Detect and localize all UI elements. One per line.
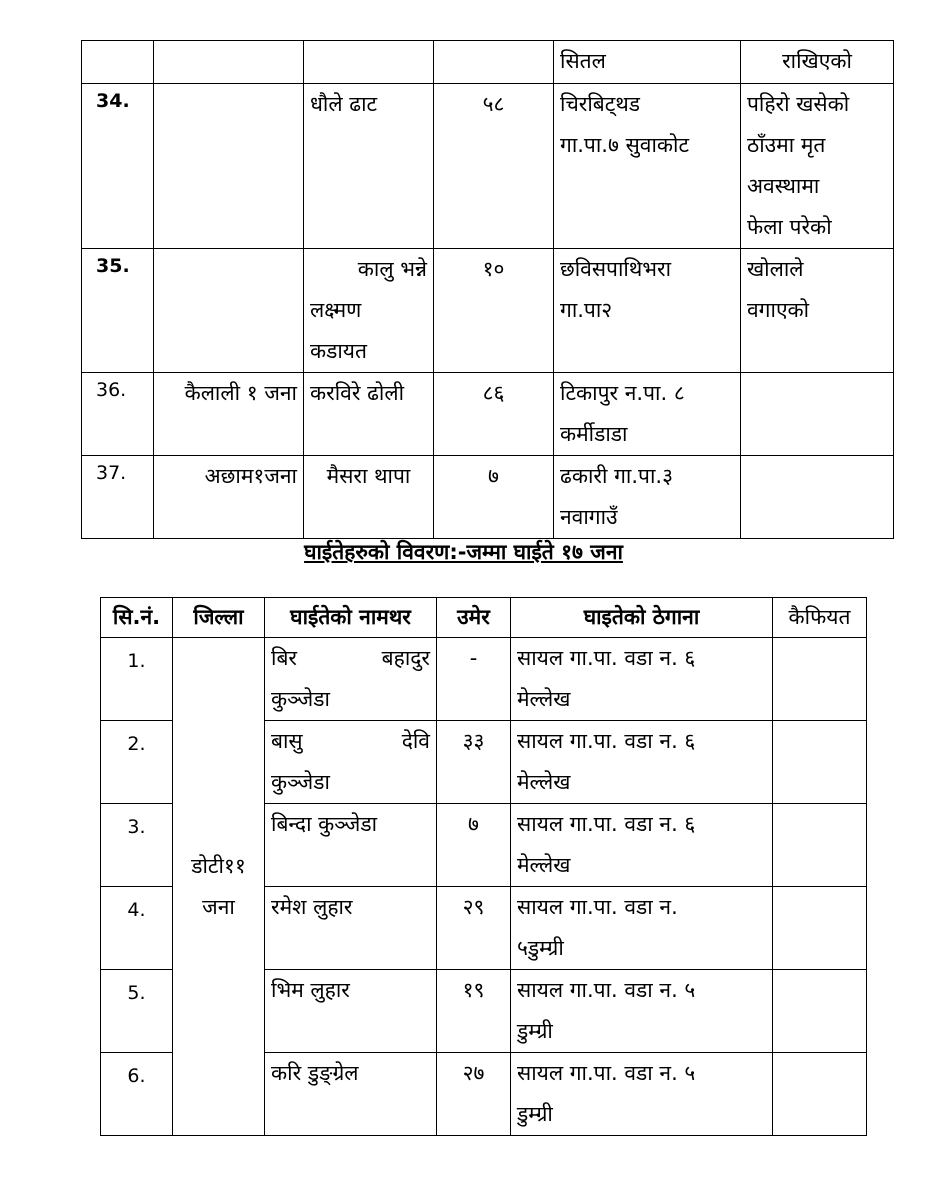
address-line: सायल गा.पा. वडा न. ६ <box>517 646 696 670</box>
remarks-line: पहिरो खसेको <box>747 92 850 116</box>
name-line: कडायत <box>310 339 367 363</box>
table-row <box>82 456 894 539</box>
cell-age: ५८ <box>434 84 554 249</box>
header-remarks: कैफियत <box>773 598 867 638</box>
cell-address <box>511 1053 773 1136</box>
cell-address <box>554 373 741 456</box>
cell-age: १० <box>434 249 554 373</box>
address-line: कर्मीडाडा <box>560 422 628 446</box>
cell-name: धौले ढाट <box>304 84 434 249</box>
cell-address <box>554 456 741 539</box>
remarks-line: अवस्थामा <box>747 174 820 198</box>
cell-age: ७ <box>437 804 511 887</box>
injured-section-heading: घाईतेहरुको विवरण:-जम्मा घाईते १७ जना <box>304 540 623 564</box>
cell-age: ८६ <box>434 373 554 456</box>
address-line: सायल गा.पा. वडा न. ६ <box>517 812 696 836</box>
address-line: सायल गा.पा. वडा न. ५ <box>517 1061 696 1085</box>
cell-age: १९ <box>437 970 511 1053</box>
cell-district <box>154 84 304 249</box>
cell-sn: 1. <box>101 638 173 721</box>
address-line: टिकापुर न.पा. ८ <box>560 381 685 405</box>
cell-name: करि डुङ्ग्रेल <box>265 1053 437 1136</box>
remarks-line: फेला परेको <box>747 215 832 239</box>
address-line: छविसपाथिभरा <box>560 257 672 281</box>
address-line: चिरबिट्थड <box>560 92 641 116</box>
address-line: ५डुम्ग्री <box>517 936 564 960</box>
cell-sn: 5. <box>101 970 173 1053</box>
cell-address: सितल <box>554 41 741 84</box>
table-row <box>82 373 894 456</box>
cell-district <box>154 41 304 84</box>
address-line: गा.पा२ <box>560 298 613 322</box>
cell-name <box>265 638 437 721</box>
cell-age: - <box>437 638 511 721</box>
cell-sn: 35. <box>82 249 154 373</box>
cell-age <box>434 41 554 84</box>
remarks-line: खोलाले <box>747 257 804 281</box>
cell-remarks <box>773 721 867 804</box>
cell-age: ३३ <box>437 721 511 804</box>
name-part: कुञ्जेडा <box>271 687 330 711</box>
name-part: बहादुर <box>381 646 430 670</box>
cell-sn: 3. <box>101 804 173 887</box>
cell-sn <box>82 41 154 84</box>
district-line: डोटी११ <box>191 853 246 878</box>
cell-remarks <box>773 804 867 887</box>
header-age: उमेर <box>437 598 511 638</box>
cell-name <box>265 721 437 804</box>
cell-address <box>511 721 773 804</box>
cell-sn: 36. <box>82 373 154 456</box>
name-part: कुञ्जेडा <box>271 770 330 794</box>
address-line: डुम्ग्री <box>517 1102 553 1126</box>
cell-age: २९ <box>437 887 511 970</box>
deaths-table-continued <box>81 40 894 539</box>
table-row <box>82 84 894 249</box>
cell-age: २७ <box>437 1053 511 1136</box>
cell-district <box>154 249 304 373</box>
address-line: सायल गा.पा. वडा न. <box>517 895 678 919</box>
header-name: घाईतेको नामथर <box>265 598 437 638</box>
cell-name: रमेश लुहार <box>265 887 437 970</box>
name-line: लक्ष्मण <box>310 298 362 322</box>
address-line: डुम्ग्री <box>517 1019 553 1043</box>
cell-name <box>304 41 434 84</box>
address-line: मेल्लेख <box>517 770 571 794</box>
cell-age: ७ <box>434 456 554 539</box>
cell-sn: 34. <box>82 84 154 249</box>
remarks-line: वगाएको <box>747 298 810 322</box>
address-line: नवागाउँ <box>560 505 618 529</box>
cell-address <box>554 249 741 373</box>
cell-name: भिम लुहार <box>265 970 437 1053</box>
header-row <box>101 598 867 638</box>
name-part: देवि <box>401 729 430 753</box>
address-line: मेल्लेख <box>517 853 571 877</box>
cell-name <box>304 249 434 373</box>
cell-remarks <box>741 456 894 539</box>
cell-sn: 2. <box>101 721 173 804</box>
cell-remarks <box>773 638 867 721</box>
cell-sn: 37. <box>82 456 154 539</box>
cell-remarks <box>773 887 867 970</box>
table-row <box>101 638 867 721</box>
remarks-line: ठाँउमा मृत <box>747 133 826 157</box>
name-line: कालु भन्ने <box>357 257 427 281</box>
address-line: सायल गा.पा. वडा न. ५ <box>517 978 696 1002</box>
address-line: ढकारी गा.पा.३ <box>560 464 673 488</box>
cell-remarks <box>773 1053 867 1136</box>
name-part: बिर <box>271 646 298 670</box>
cell-address <box>511 970 773 1053</box>
cell-sn: 6. <box>101 1053 173 1136</box>
cell-district: कैलाली १ जना <box>154 373 304 456</box>
cell-address <box>554 84 741 249</box>
cell-sn: 4. <box>101 887 173 970</box>
injured-table <box>100 597 867 1136</box>
cell-address <box>511 887 773 970</box>
cell-address <box>511 804 773 887</box>
cell-address <box>511 638 773 721</box>
cell-remarks <box>741 249 894 373</box>
address-line: सायल गा.पा. वडा न. ६ <box>517 729 696 753</box>
address-line: गा.पा.७ सुवाकोट <box>560 133 690 157</box>
header-district: जिल्ला <box>173 598 265 638</box>
table-row <box>82 249 894 373</box>
name-part: बासु <box>271 729 303 753</box>
cell-remarks: राखिएको <box>741 41 894 84</box>
cell-name: मैसरा थापा <box>304 456 434 539</box>
cell-district: अछाम१जना <box>154 456 304 539</box>
address-line: मेल्लेख <box>517 687 571 711</box>
cell-remarks <box>741 84 894 249</box>
table-row <box>82 41 894 84</box>
cell-remarks <box>773 970 867 1053</box>
header-sn: सि.नं. <box>101 598 173 638</box>
cell-name: करविरे ढोली <box>304 373 434 456</box>
cell-name: बिन्दा कुञ्जेडा <box>265 804 437 887</box>
district-line: जना <box>202 894 235 919</box>
cell-district <box>173 638 265 1136</box>
header-address: घाइतेको ठेगाना <box>511 598 773 638</box>
cell-remarks <box>741 373 894 456</box>
